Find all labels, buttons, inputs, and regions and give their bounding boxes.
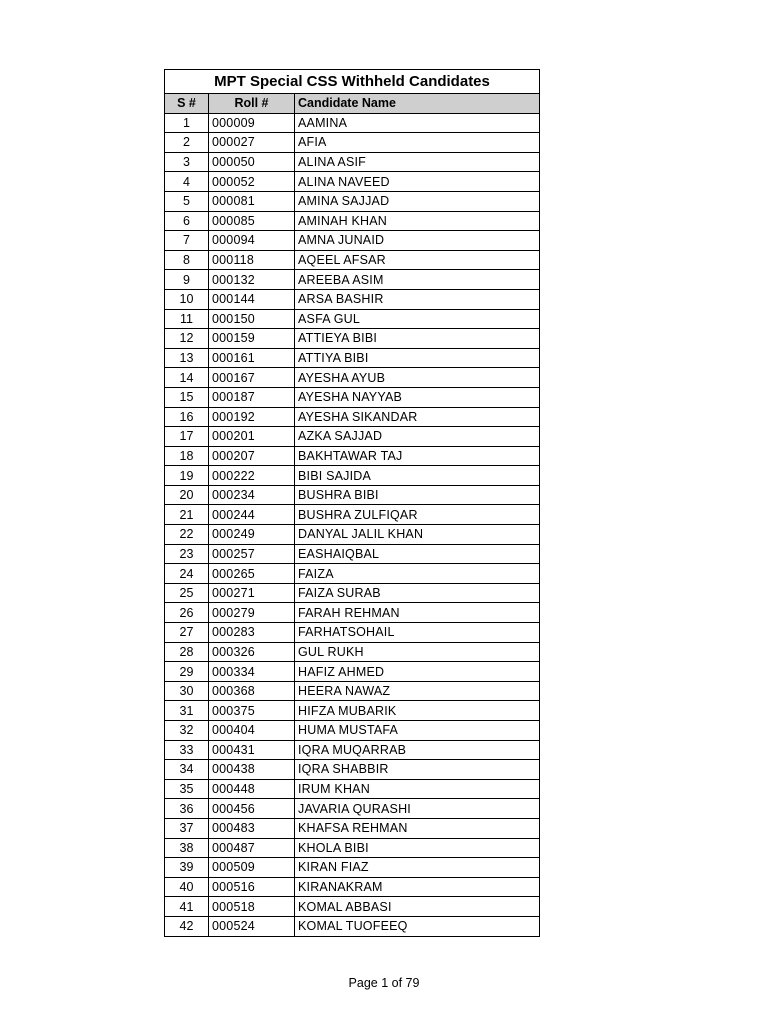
table-row	[165, 505, 540, 525]
roll-cell: 000483	[209, 818, 295, 838]
name-cell: FARHATSOHAIL	[295, 623, 540, 643]
name-cell: IRUM KHAN	[295, 779, 540, 799]
serial-cell: 24	[165, 564, 209, 584]
roll-cell: 000009	[209, 113, 295, 133]
serial-cell: 41	[165, 897, 209, 917]
name-cell: AMINAH KHAN	[295, 211, 540, 231]
roll-cell: 000244	[209, 505, 295, 525]
table-row	[165, 368, 540, 388]
name-cell: AYESHA AYUB	[295, 368, 540, 388]
table-row	[165, 818, 540, 838]
table-row	[165, 740, 540, 760]
roll-cell: 000283	[209, 623, 295, 643]
roll-cell: 000222	[209, 466, 295, 486]
serial-cell: 32	[165, 721, 209, 741]
roll-cell: 000052	[209, 172, 295, 192]
serial-cell: 25	[165, 583, 209, 603]
roll-cell: 000404	[209, 721, 295, 741]
table-row	[165, 681, 540, 701]
serial-cell: 22	[165, 525, 209, 545]
table-row	[165, 172, 540, 192]
column-header-serial: S #	[165, 94, 209, 114]
roll-cell: 000524	[209, 916, 295, 936]
table-row	[165, 289, 540, 309]
table-header-row	[165, 94, 540, 114]
name-cell: AZKA SAJJAD	[295, 427, 540, 447]
name-cell: KHOLA BIBI	[295, 838, 540, 858]
table-row	[165, 916, 540, 936]
roll-cell: 000161	[209, 348, 295, 368]
roll-cell: 000431	[209, 740, 295, 760]
table-row	[165, 270, 540, 290]
name-cell: BIBI SAJIDA	[295, 466, 540, 486]
name-cell: JAVARIA QURASHI	[295, 799, 540, 819]
serial-cell: 10	[165, 289, 209, 309]
table-row	[165, 231, 540, 251]
serial-cell: 37	[165, 818, 209, 838]
table-row	[165, 309, 540, 329]
roll-cell: 000167	[209, 368, 295, 388]
table-body	[165, 113, 540, 936]
serial-cell: 33	[165, 740, 209, 760]
name-cell: HUMA MUSTAFA	[295, 721, 540, 741]
serial-cell: 15	[165, 387, 209, 407]
serial-cell: 5	[165, 191, 209, 211]
name-cell: AFIA	[295, 133, 540, 153]
roll-cell: 000085	[209, 211, 295, 231]
roll-cell: 000132	[209, 270, 295, 290]
name-cell: AREEBA ASIM	[295, 270, 540, 290]
name-cell: AYESHA NAYYAB	[295, 387, 540, 407]
serial-cell: 8	[165, 250, 209, 270]
roll-cell: 000509	[209, 858, 295, 878]
table-title: MPT Special CSS Withheld Candidates	[165, 70, 540, 94]
serial-cell: 14	[165, 368, 209, 388]
table-row	[165, 446, 540, 466]
serial-cell: 16	[165, 407, 209, 427]
roll-cell: 000118	[209, 250, 295, 270]
serial-cell: 21	[165, 505, 209, 525]
serial-cell: 38	[165, 838, 209, 858]
serial-cell: 4	[165, 172, 209, 192]
serial-cell: 3	[165, 152, 209, 172]
table-row	[165, 877, 540, 897]
roll-cell: 000279	[209, 603, 295, 623]
roll-cell: 000257	[209, 544, 295, 564]
name-cell: FARAH REHMAN	[295, 603, 540, 623]
roll-cell: 000081	[209, 191, 295, 211]
serial-cell: 36	[165, 799, 209, 819]
serial-cell: 7	[165, 231, 209, 251]
serial-cell: 39	[165, 858, 209, 878]
serial-cell: 28	[165, 642, 209, 662]
roll-cell: 000326	[209, 642, 295, 662]
table-row	[165, 387, 540, 407]
serial-cell: 34	[165, 760, 209, 780]
roll-cell: 000094	[209, 231, 295, 251]
table-row	[165, 211, 540, 231]
serial-cell: 35	[165, 779, 209, 799]
column-header-roll: Roll #	[209, 94, 295, 114]
roll-cell: 000334	[209, 662, 295, 682]
serial-cell: 11	[165, 309, 209, 329]
table-row	[165, 779, 540, 799]
roll-cell: 000271	[209, 583, 295, 603]
name-cell: BUSHRA ZULFIQAR	[295, 505, 540, 525]
table-row	[165, 329, 540, 349]
table-row	[165, 583, 540, 603]
serial-cell: 18	[165, 446, 209, 466]
name-cell: ARSA BASHIR	[295, 289, 540, 309]
name-cell: ATTIYA BIBI	[295, 348, 540, 368]
name-cell: AQEEL AFSAR	[295, 250, 540, 270]
roll-cell: 000456	[209, 799, 295, 819]
serial-cell: 1	[165, 113, 209, 133]
table-row	[165, 113, 540, 133]
name-cell: ALINA NAVEED	[295, 172, 540, 192]
roll-cell: 000207	[209, 446, 295, 466]
name-cell: KOMAL ABBASI	[295, 897, 540, 917]
column-header-name: Candidate Name	[295, 94, 540, 114]
table-row	[165, 152, 540, 172]
serial-cell: 31	[165, 701, 209, 721]
table-row	[165, 427, 540, 447]
name-cell: HEERA NAWAZ	[295, 681, 540, 701]
name-cell: IQRA MUQARRAB	[295, 740, 540, 760]
table-row	[165, 623, 540, 643]
table-row	[165, 642, 540, 662]
roll-cell: 000249	[209, 525, 295, 545]
name-cell: AAMINA	[295, 113, 540, 133]
roll-cell: 000265	[209, 564, 295, 584]
table-row	[165, 485, 540, 505]
serial-cell: 2	[165, 133, 209, 153]
name-cell: BAKHTAWAR TAJ	[295, 446, 540, 466]
serial-cell: 29	[165, 662, 209, 682]
roll-cell: 000027	[209, 133, 295, 153]
name-cell: ASFA GUL	[295, 309, 540, 329]
serial-cell: 19	[165, 466, 209, 486]
name-cell: KIRANAKRAM	[295, 877, 540, 897]
name-cell: KHAFSA REHMAN	[295, 818, 540, 838]
roll-cell: 000375	[209, 701, 295, 721]
name-cell: ALINA ASIF	[295, 152, 540, 172]
table-row	[165, 133, 540, 153]
roll-cell: 000487	[209, 838, 295, 858]
table-row	[165, 544, 540, 564]
name-cell: IQRA SHABBIR	[295, 760, 540, 780]
serial-cell: 26	[165, 603, 209, 623]
name-cell: KIRAN FIAZ	[295, 858, 540, 878]
table-row	[165, 564, 540, 584]
serial-cell: 40	[165, 877, 209, 897]
name-cell: AYESHA SIKANDAR	[295, 407, 540, 427]
roll-cell: 000201	[209, 427, 295, 447]
table-row	[165, 525, 540, 545]
document-sheet	[164, 69, 539, 937]
table-row	[165, 799, 540, 819]
table-row	[165, 662, 540, 682]
table-row	[165, 701, 540, 721]
name-cell: GUL RUKH	[295, 642, 540, 662]
table-row	[165, 897, 540, 917]
serial-cell: 9	[165, 270, 209, 290]
table-row	[165, 760, 540, 780]
table-row	[165, 466, 540, 486]
serial-cell: 30	[165, 681, 209, 701]
name-cell: DANYAL JALIL KHAN	[295, 525, 540, 545]
table-row	[165, 721, 540, 741]
table-row	[165, 250, 540, 270]
roll-cell: 000144	[209, 289, 295, 309]
serial-cell: 20	[165, 485, 209, 505]
roll-cell: 000518	[209, 897, 295, 917]
serial-cell: 27	[165, 623, 209, 643]
name-cell: EASHAIQBAL	[295, 544, 540, 564]
roll-cell: 000438	[209, 760, 295, 780]
roll-cell: 000516	[209, 877, 295, 897]
table-row	[165, 348, 540, 368]
table-row	[165, 858, 540, 878]
name-cell: HIFZA MUBARIK	[295, 701, 540, 721]
name-cell: AMNA JUNAID	[295, 231, 540, 251]
name-cell: BUSHRA BIBI	[295, 485, 540, 505]
name-cell: FAIZA SURAB	[295, 583, 540, 603]
name-cell: KOMAL TUOFEEQ	[295, 916, 540, 936]
table-row	[165, 191, 540, 211]
serial-cell: 42	[165, 916, 209, 936]
serial-cell: 12	[165, 329, 209, 349]
page-number: Page 1 of 79	[348, 976, 420, 990]
roll-cell: 000150	[209, 309, 295, 329]
roll-cell: 000448	[209, 779, 295, 799]
roll-cell: 000159	[209, 329, 295, 349]
name-cell: ATTIEYA BIBI	[295, 329, 540, 349]
name-cell: AMINA SAJJAD	[295, 191, 540, 211]
name-cell: FAIZA	[295, 564, 540, 584]
serial-cell: 17	[165, 427, 209, 447]
candidates-table	[164, 69, 540, 937]
roll-cell: 000234	[209, 485, 295, 505]
serial-cell: 13	[165, 348, 209, 368]
roll-cell: 000192	[209, 407, 295, 427]
roll-cell: 000050	[209, 152, 295, 172]
table-row	[165, 407, 540, 427]
serial-cell: 23	[165, 544, 209, 564]
name-cell: HAFIZ AHMED	[295, 662, 540, 682]
roll-cell: 000368	[209, 681, 295, 701]
roll-cell: 000187	[209, 387, 295, 407]
table-row	[165, 838, 540, 858]
serial-cell: 6	[165, 211, 209, 231]
table-row	[165, 603, 540, 623]
